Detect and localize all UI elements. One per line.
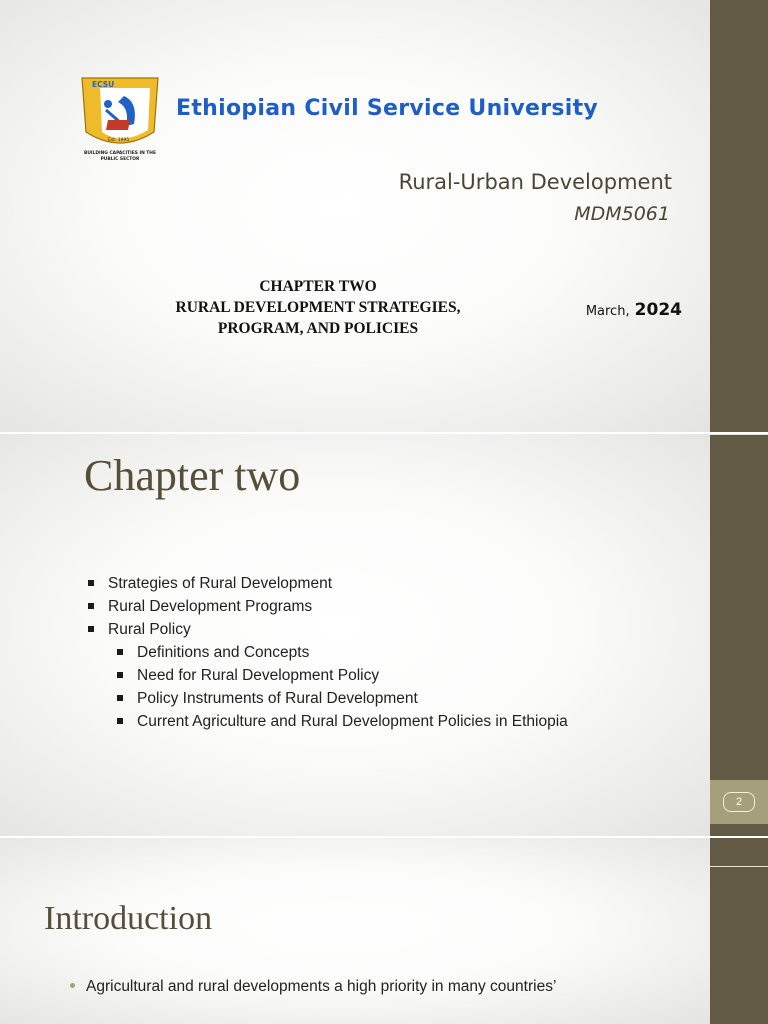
square-bullet-icon: [88, 626, 94, 632]
slide-sidebar: [710, 838, 768, 1024]
square-bullet-icon: [117, 695, 123, 701]
page-number-badge: [710, 780, 768, 824]
page-number: 2: [723, 792, 755, 812]
square-bullet-icon: [117, 649, 123, 655]
bullet-item: Agricultural and rural developments a high priority in many countries’: [86, 976, 598, 998]
date-year: 2024: [634, 300, 682, 320]
square-bullet-icon: [88, 603, 94, 609]
bullet-item: Rural Policy: [84, 618, 568, 641]
slide-title: Chapter two: [84, 451, 301, 500]
svg-text:ECSU: ECSU: [92, 80, 115, 89]
bullet-item: Strategies of Rural Development: [84, 572, 568, 595]
slide-title: Introduction: [44, 900, 213, 937]
sidebar-rule: [710, 866, 768, 867]
square-bullet-icon: [88, 580, 94, 586]
presentation-date: [586, 300, 682, 320]
sidebar-rule: [710, 434, 768, 435]
university-logo: [78, 74, 162, 172]
course-code: MDM5061: [574, 203, 670, 225]
bullet-list: [84, 572, 568, 733]
bullet-item: Rural Development Programs: [84, 595, 568, 618]
slide-1-title: [0, 0, 768, 432]
slide-sidebar: [710, 434, 768, 836]
square-bullet-icon: [117, 718, 123, 724]
chapter-heading-line-2: RURAL DEVELOPMENT STRATEGIES,: [175, 299, 461, 316]
university-name: Ethiopian Civil Service University: [176, 96, 599, 121]
svg-text:PUBLIC SECTOR: PUBLIC SECTOR: [100, 157, 140, 162]
date-month: March,: [585, 304, 630, 319]
chapter-heading-line-3: PROGRAM, AND POLICIES: [217, 320, 419, 337]
sub-bullet-item: Current Agriculture and Rural Development Policies in Ethiopia: [84, 710, 568, 733]
square-bullet-icon: [117, 672, 123, 678]
sub-bullet-item: Policy Instruments of Rural Development: [84, 687, 568, 710]
slide-sidebar: [710, 0, 768, 432]
chapter-heading: [150, 276, 486, 339]
svg-text:BUILDING CAPACITIES IN THE: BUILDING CAPACITIES IN THE: [84, 151, 156, 156]
slide-2-chapter-two: [0, 434, 768, 836]
chapter-heading-line-1: CHAPTER TWO: [259, 278, 377, 295]
svg-text:Est. 1995: Est. 1995: [108, 138, 130, 143]
slide-3-introduction: [0, 838, 768, 1024]
round-bullet-icon: [70, 983, 75, 988]
course-title: Rural-Urban Development: [398, 170, 672, 194]
sub-bullet-item: Definitions and Concepts: [84, 641, 568, 664]
sub-bullet-item: Need for Rural Development Policy: [84, 664, 568, 687]
